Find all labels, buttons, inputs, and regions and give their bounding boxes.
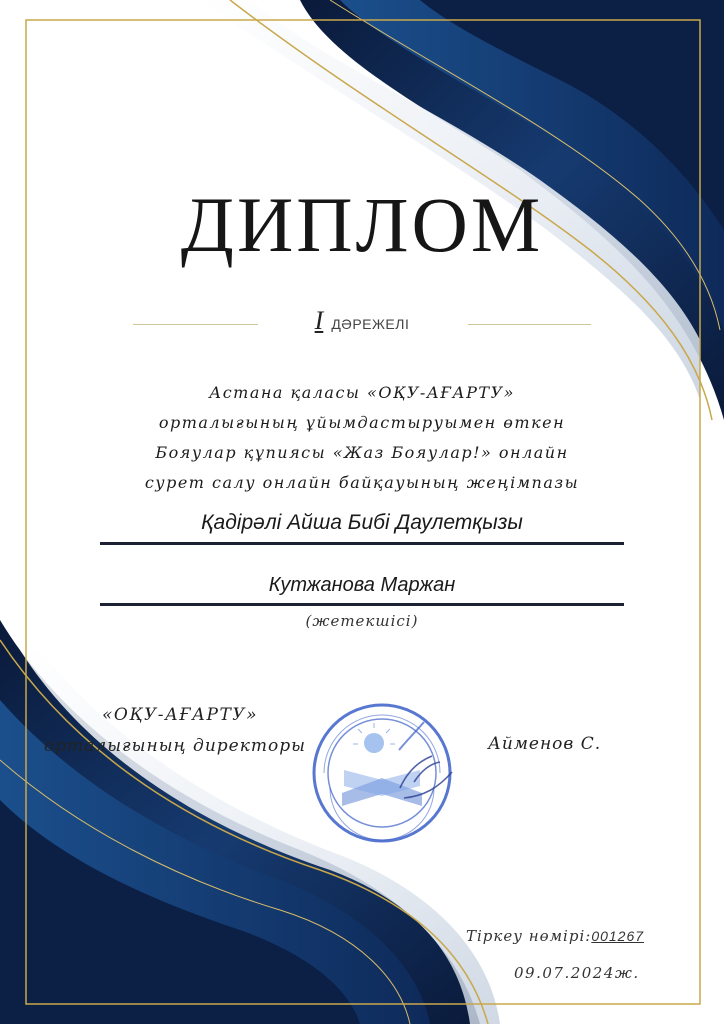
description-line: орталығының ұйымдастыруымен өткен	[158, 413, 566, 432]
issue-date: 09.07.2024ж.	[514, 964, 640, 982]
registration-number	[466, 927, 644, 945]
winner-underline	[100, 542, 624, 545]
award-description	[120, 378, 604, 498]
degree-number: I	[314, 306, 324, 335]
director-signature-name: Айменов С.	[488, 734, 602, 754]
degree-row	[0, 306, 724, 336]
description-line: Астана қаласы «ОҚУ-АҒАРТУ»	[209, 383, 515, 402]
teacher-role: (жетекшісі)	[305, 612, 419, 630]
registration-label: Тіркеу нөмірі:	[466, 927, 592, 945]
description-line: Бояулар құпиясы «Жаз Бояулар!» онлайн	[155, 443, 569, 462]
degree-label: ДӘРЕЖЕЛІ	[331, 316, 410, 332]
diploma-title: ДИПЛОМ	[180, 181, 544, 268]
winner-name: Қадірәлі Айша Бибі Даулетқызы	[201, 511, 523, 534]
official-stamp-icon	[304, 698, 460, 848]
teacher-underline	[100, 603, 624, 606]
registration-value: 001267	[591, 928, 645, 944]
teacher-name: Кутжанова Маржан	[268, 574, 456, 596]
description-line: сурет салу онлайн байқауының жеңімпазы	[144, 473, 580, 492]
director-title: орталығының директоры	[44, 736, 306, 756]
organization-name: «ОҚУ-АҒАРТУ»	[102, 705, 258, 725]
